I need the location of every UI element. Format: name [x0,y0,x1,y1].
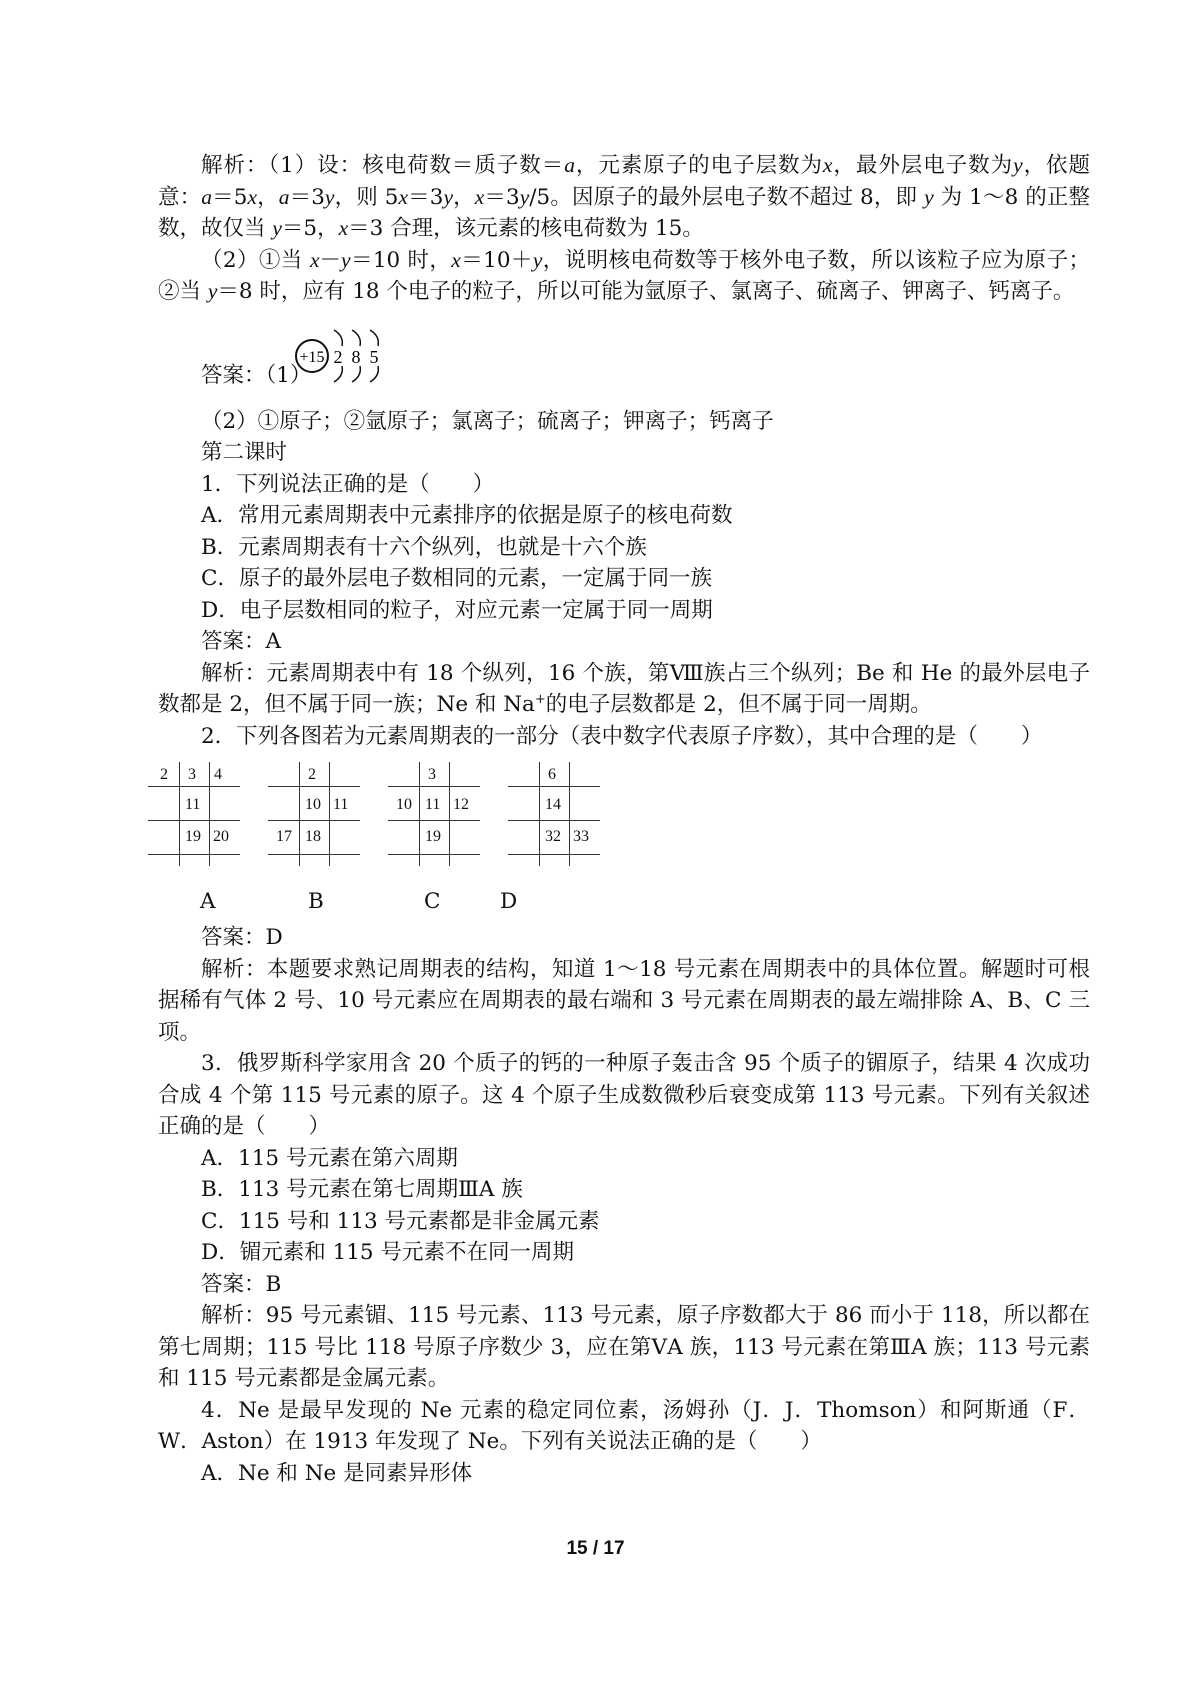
cell: 11 [333,796,349,813]
q3-option-b: B．113 号元素在第七周期ⅢA 族 [201,1177,523,1202]
q1-answer: 答案：A [201,629,282,654]
cell: 11 [185,796,201,813]
cell: 33 [573,828,589,845]
q1-option-c: C．原子的最外层电子数相同的元素，一定属于同一族 [201,566,712,591]
q1-option-a: A．常用元素周期表中元素排序的依据是原子的核电荷数 [201,503,733,528]
cell: 18 [305,828,321,845]
cell: 4 [214,766,222,783]
table-b-label: B [308,889,324,914]
page-content [158,150,1090,1489]
cell: 6 [548,766,556,783]
q3-analysis: 解析：95 号元素镅、115 号元素、113 号元素，原子序数都大于 86 而小于 118，所以都在第七周期；115 号比 118 号原子序数少 3，应在第ⅤA 族，113 号元素在第ⅢA 族；113 号元素和 115 号元素都是金属元素。 [158,1303,1090,1391]
table-b [268,762,363,866]
shell-arc-3-bottom [370,366,378,382]
table-d-label: D [500,889,518,914]
table-c [388,762,483,866]
cell: 20 [213,828,229,845]
table-c-label: C [424,889,441,914]
analysis-paragraph-2: （2）①当 x－y＝10 时，x＝10＋y，说明核电荷数等于核外电子数，所以该粒子应为原子；②当 y＝8 时，应有 18 个电子的粒子，所以可能为氩原子、氯离子、硫离子、钾离子、钙离子。 [158,247,1090,304]
cell: 11 [425,796,441,813]
shell-arc-1-bottom [334,366,342,382]
shell-arc-2-top [352,330,360,346]
atom-structure-diagram [294,322,414,398]
q1-stem: 1．下列说法正确的是（ ） [201,471,495,497]
cell: 19 [425,828,441,845]
q3-option-d: D．镅元素和 115 号元素不在同一周期 [201,1240,574,1265]
lesson-heading: 第二课时 [201,440,288,465]
shell-arc-3-top [370,330,378,346]
q2-analysis: 解析：本题要求熟记周期表的结构，知道 1～18 号元素在周期表中的具体位置。解题时可根据稀有气体 2 号、10 号元素应在周期表的最右端和 3 号元素在周期表的最左端排除 A、B、C 三项。 [158,956,1090,1045]
q2-table-labels [158,886,1090,922]
q1-analysis: 解析：元素周期表中有 18 个纵列，16 个族，第Ⅷ族占三个纵列；Be 和 He 的最外层电子数都是 2，但不属于同一族；Ne 和 Na+的电子层数都是 2，但不属于同一周期。 [158,660,1090,717]
nucleus-charge: +15 [299,348,325,366]
q3-stem: 3．俄罗斯科学家用含 20 个质子的钙的一种原子轰击含 95 个质子的镅原子，结果 4 次成功合成 4 个第 115 号元素的原子。这 4 个原子生成数微秒后衰变成第 113 号元素。下列有关叙述正确的是（ ） [158,1051,1090,1139]
shell-arc-2-bottom [352,366,360,382]
shell-3-count: 5 [369,346,379,367]
answer-1-label: 答案：（1） [201,363,312,388]
cell: 3 [428,766,436,783]
answer-2: （2）①原子；②氩原子；氯离子；硫离子；钾离子；钙离子 [201,408,774,434]
cell: 2 [160,766,168,783]
q3-answer: 答案：B [201,1271,282,1297]
cell: 12 [453,796,469,813]
table-a-label: A [200,889,216,914]
q2-stem: 2．下列各图若为元素周期表的一部分（表中数字代表原子序数），其中合理的是（ ） [201,723,1043,749]
q3-option-a: A．115 号元素在第六周期 [201,1145,458,1171]
cell: 19 [185,828,201,845]
table-a [148,762,243,866]
q4-stem: 4．Ne 是最早发现的 Ne 元素的稳定同位素，汤姆孙（J．J．Thomson）和阿斯通（F．W．Aston）在 1913 年发现了 Ne。下列有关说法正确的是（ ） [158,1397,1090,1454]
page-number: 15 / 17 [566,1538,625,1559]
cell: 10 [305,796,321,813]
cell: 17 [276,828,292,845]
q1-option-d: D．电子层数相同的粒子，对应元素一定属于同一周期 [201,597,713,623]
q3-option-c: C．115 号和 113 号元素都是非金属元素 [201,1208,600,1234]
cell: 32 [545,828,561,845]
table-d [508,762,603,866]
q2-tables [158,762,1090,872]
cell: 2 [308,766,316,783]
shell-1-count: 2 [333,346,343,367]
q2-answer: 答案：D [201,925,283,950]
answer-1-row [158,322,1090,398]
q1-option-b: B．元素周期表有十六个纵列，也就是十六个族 [201,534,647,560]
cell: 10 [396,796,412,813]
q4-option-a: A．Ne 和 Ne 是同素异形体 [201,1460,473,1486]
shell-arc-1-top [334,330,342,346]
cell: 3 [188,766,196,783]
cell: 14 [545,796,561,813]
analysis-paragraph-1: 解析：（1）设：核电荷数＝质子数＝a，元素原子的电子层数为x，最外层电子数为y，依题意：a＝5x，a＝3y，则 5x＝3y，x＝3y/5。因原子的最外层电子数不超过 8，即 y 为 1～8 的正整数，故仅当 y＝5，x＝3 合理，该元素的核电荷数为 15。 [158,153,1090,241]
shell-2-count: 8 [351,346,361,367]
